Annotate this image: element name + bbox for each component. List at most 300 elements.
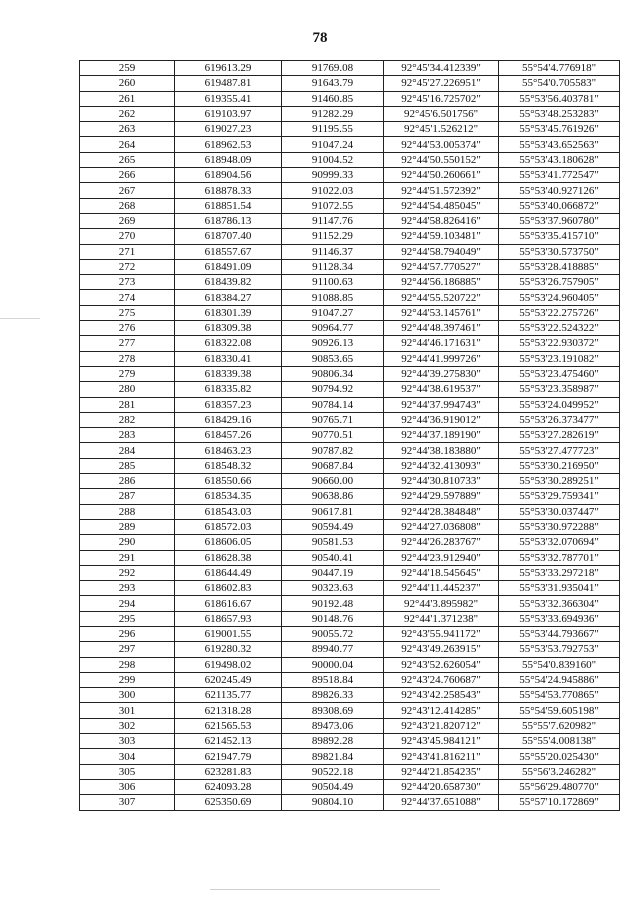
longitude-cell: 92°44'53.005374": [384, 137, 499, 152]
longitude-cell: 92°44'54.485045": [384, 198, 499, 213]
table-row: [80, 626, 620, 641]
y-coordinate-cell: 91047.24: [282, 137, 384, 152]
latitude-cell: 55°53'23.475460": [499, 366, 620, 381]
table-row: [80, 581, 620, 596]
y-coordinate-cell: 90787.82: [282, 443, 384, 458]
latitude-cell: 55°53'23.191082": [499, 351, 620, 366]
y-coordinate-cell: 90192.48: [282, 596, 384, 611]
y-coordinate-cell: 90323.63: [282, 581, 384, 596]
latitude-cell: 55°53'23.358987": [499, 382, 620, 397]
x-coordinate-cell: 618384.27: [175, 290, 282, 305]
point-number-cell: 296: [80, 626, 175, 641]
y-coordinate-cell: 91022.03: [282, 183, 384, 198]
latitude-cell: 55°54'0.705583": [499, 76, 620, 91]
y-coordinate-cell: 90794.92: [282, 382, 384, 397]
longitude-cell: 92°43'45.984121": [384, 734, 499, 749]
y-coordinate-cell: 89826.33: [282, 688, 384, 703]
x-coordinate-cell: 619280.32: [175, 642, 282, 657]
table-row: [80, 259, 620, 274]
point-number-cell: 282: [80, 412, 175, 427]
table-row: [80, 672, 620, 687]
table-row: [80, 657, 620, 672]
x-coordinate-cell: 618606.05: [175, 535, 282, 550]
longitude-cell: 92°44'50.260661": [384, 168, 499, 183]
latitude-cell: 55°53'37.960780": [499, 213, 620, 228]
x-coordinate-cell: 619613.29: [175, 61, 282, 76]
point-number-cell: 266: [80, 168, 175, 183]
longitude-cell: 92°44'29.597889": [384, 489, 499, 504]
latitude-cell: 55°54'0.839160": [499, 657, 620, 672]
y-coordinate-cell: 90999.33: [282, 168, 384, 183]
point-number-cell: 276: [80, 321, 175, 336]
point-number-cell: 305: [80, 764, 175, 779]
longitude-cell: 92°44'51.572392": [384, 183, 499, 198]
y-coordinate-cell: 90964.77: [282, 321, 384, 336]
table-row: [80, 795, 620, 810]
longitude-cell: 92°45'6.501756": [384, 106, 499, 121]
table-row: [80, 535, 620, 550]
longitude-cell: 92°44'38.619537": [384, 382, 499, 397]
y-coordinate-cell: 90660.00: [282, 474, 384, 489]
x-coordinate-cell: 618548.32: [175, 458, 282, 473]
point-number-cell: 299: [80, 672, 175, 687]
point-number-cell: 297: [80, 642, 175, 657]
latitude-cell: 55°53'44.793667": [499, 626, 620, 641]
point-number-cell: 267: [80, 183, 175, 198]
longitude-cell: 92°45'34.412339": [384, 61, 499, 76]
latitude-cell: 55°53'22.275726": [499, 305, 620, 320]
latitude-cell: 55°53'32.787701": [499, 550, 620, 565]
y-coordinate-cell: 91088.85: [282, 290, 384, 305]
x-coordinate-cell: 619487.81: [175, 76, 282, 91]
point-number-cell: 270: [80, 229, 175, 244]
latitude-cell: 55°56'29.480770": [499, 779, 620, 794]
scan-artifact-line: [210, 889, 440, 890]
table-row: [80, 734, 620, 749]
x-coordinate-cell: 621452.13: [175, 734, 282, 749]
longitude-cell: 92°44'23.912940": [384, 550, 499, 565]
latitude-cell: 55°54'59.605198": [499, 703, 620, 718]
longitude-cell: 92°44'36.919012": [384, 412, 499, 427]
latitude-cell: 55°53'22.930372": [499, 336, 620, 351]
y-coordinate-cell: 90447.19: [282, 565, 384, 580]
point-number-cell: 283: [80, 428, 175, 443]
y-coordinate-cell: 90853.65: [282, 351, 384, 366]
latitude-cell: 55°53'28.418885": [499, 259, 620, 274]
x-coordinate-cell: 620245.49: [175, 672, 282, 687]
table-row: [80, 61, 620, 76]
table-row: [80, 321, 620, 336]
longitude-cell: 92°44'50.550152": [384, 152, 499, 167]
y-coordinate-cell: 90687.84: [282, 458, 384, 473]
x-coordinate-cell: 618357.23: [175, 397, 282, 412]
longitude-cell: 92°44'28.384848": [384, 504, 499, 519]
table-row: [80, 137, 620, 152]
y-coordinate-cell: 89892.28: [282, 734, 384, 749]
longitude-cell: 92°43'49.263915": [384, 642, 499, 657]
table-row: [80, 519, 620, 534]
y-coordinate-cell: 91152.29: [282, 229, 384, 244]
y-coordinate-cell: 89821.84: [282, 749, 384, 764]
y-coordinate-cell: 89940.77: [282, 642, 384, 657]
latitude-cell: 55°53'40.066872": [499, 198, 620, 213]
longitude-cell: 92°44'56.186885": [384, 275, 499, 290]
x-coordinate-cell: 618707.40: [175, 229, 282, 244]
longitude-cell: 92°43'52.626054": [384, 657, 499, 672]
latitude-cell: 55°53'30.216950": [499, 458, 620, 473]
longitude-cell: 92°44'18.545645": [384, 565, 499, 580]
x-coordinate-cell: 618330.41: [175, 351, 282, 366]
longitude-cell: 92°44'26.283767": [384, 535, 499, 550]
y-coordinate-cell: 90804.10: [282, 795, 384, 810]
coordinates-table-container: [79, 60, 619, 811]
table-row: [80, 764, 620, 779]
table-row: [80, 611, 620, 626]
point-number-cell: 284: [80, 443, 175, 458]
table-row: [80, 122, 620, 137]
longitude-cell: 92°44'57.770527": [384, 259, 499, 274]
y-coordinate-cell: 89308.69: [282, 703, 384, 718]
y-coordinate-cell: 91460.85: [282, 91, 384, 106]
longitude-cell: 92°44'20.658730": [384, 779, 499, 794]
longitude-cell: 92°44'48.397461": [384, 321, 499, 336]
longitude-cell: 92°44'1.371238": [384, 611, 499, 626]
point-number-cell: 272: [80, 259, 175, 274]
y-coordinate-cell: 90581.53: [282, 535, 384, 550]
longitude-cell: 92°44'32.413093": [384, 458, 499, 473]
table-row: [80, 703, 620, 718]
y-coordinate-cell: 90594.49: [282, 519, 384, 534]
x-coordinate-cell: 621565.53: [175, 718, 282, 733]
x-coordinate-cell: 618439.82: [175, 275, 282, 290]
longitude-cell: 92°44'39.275830": [384, 366, 499, 381]
table-row: [80, 198, 620, 213]
scan-artifact-line: [0, 318, 40, 319]
longitude-cell: 92°44'59.103481": [384, 229, 499, 244]
y-coordinate-cell: 90765.71: [282, 412, 384, 427]
y-coordinate-cell: 90540.41: [282, 550, 384, 565]
x-coordinate-cell: 618543.03: [175, 504, 282, 519]
latitude-cell: 55°55'7.620982": [499, 718, 620, 733]
point-number-cell: 304: [80, 749, 175, 764]
point-number-cell: 265: [80, 152, 175, 167]
longitude-cell: 92°44'53.145761": [384, 305, 499, 320]
x-coordinate-cell: 618786.13: [175, 213, 282, 228]
x-coordinate-cell: 618322.08: [175, 336, 282, 351]
x-coordinate-cell: 621318.28: [175, 703, 282, 718]
table-row: [80, 183, 620, 198]
table-row: [80, 749, 620, 764]
longitude-cell: 92°44'46.171631": [384, 336, 499, 351]
table-row: [80, 152, 620, 167]
latitude-cell: 55°54'53.770865": [499, 688, 620, 703]
x-coordinate-cell: 618602.83: [175, 581, 282, 596]
x-coordinate-cell: 618309.38: [175, 321, 282, 336]
y-coordinate-cell: 90638.86: [282, 489, 384, 504]
x-coordinate-cell: 618962.53: [175, 137, 282, 152]
point-number-cell: 303: [80, 734, 175, 749]
x-coordinate-cell: 619355.41: [175, 91, 282, 106]
point-number-cell: 302: [80, 718, 175, 733]
point-number-cell: 288: [80, 504, 175, 519]
point-number-cell: 286: [80, 474, 175, 489]
point-number-cell: 268: [80, 198, 175, 213]
table-row: [80, 106, 620, 121]
point-number-cell: 278: [80, 351, 175, 366]
y-coordinate-cell: 91004.52: [282, 152, 384, 167]
y-coordinate-cell: 90770.51: [282, 428, 384, 443]
latitude-cell: 55°53'43.652563": [499, 137, 620, 152]
point-number-cell: 301: [80, 703, 175, 718]
longitude-cell: 92°44'37.651088": [384, 795, 499, 810]
table-row: [80, 366, 620, 381]
x-coordinate-cell: 618657.93: [175, 611, 282, 626]
point-number-cell: 260: [80, 76, 175, 91]
y-coordinate-cell: 89473.06: [282, 718, 384, 733]
point-number-cell: 285: [80, 458, 175, 473]
latitude-cell: 55°53'24.049952": [499, 397, 620, 412]
x-coordinate-cell: 618534.35: [175, 489, 282, 504]
longitude-cell: 92°43'55.941172": [384, 626, 499, 641]
latitude-cell: 55°53'32.070694": [499, 535, 620, 550]
longitude-cell: 92°44'58.826416": [384, 213, 499, 228]
page-number: 78: [312, 30, 328, 46]
longitude-cell: 92°44'11.445237": [384, 581, 499, 596]
point-number-cell: 280: [80, 382, 175, 397]
y-coordinate-cell: 91128.34: [282, 259, 384, 274]
table-row: [80, 458, 620, 473]
latitude-cell: 55°53'41.772547": [499, 168, 620, 183]
latitude-cell: 55°53'30.037447": [499, 504, 620, 519]
latitude-cell: 55°53'56.403781": [499, 91, 620, 106]
table-row: [80, 397, 620, 412]
longitude-cell: 92°44'30.810733": [384, 474, 499, 489]
y-coordinate-cell: 90148.76: [282, 611, 384, 626]
point-number-cell: 281: [80, 397, 175, 412]
latitude-cell: 55°53'29.759341": [499, 489, 620, 504]
point-number-cell: 293: [80, 581, 175, 596]
y-coordinate-cell: 91147.76: [282, 213, 384, 228]
y-coordinate-cell: 91195.55: [282, 122, 384, 137]
point-number-cell: 274: [80, 290, 175, 305]
point-number-cell: 263: [80, 122, 175, 137]
y-coordinate-cell: 91047.27: [282, 305, 384, 320]
table-row: [80, 596, 620, 611]
point-number-cell: 264: [80, 137, 175, 152]
point-number-cell: 259: [80, 61, 175, 76]
x-coordinate-cell: 618948.09: [175, 152, 282, 167]
point-number-cell: 294: [80, 596, 175, 611]
table-row: [80, 718, 620, 733]
latitude-cell: 55°53'48.253283": [499, 106, 620, 121]
x-coordinate-cell: 618335.82: [175, 382, 282, 397]
y-coordinate-cell: 90617.81: [282, 504, 384, 519]
table-row: [80, 244, 620, 259]
x-coordinate-cell: 618339.38: [175, 366, 282, 381]
coordinates-table: [79, 60, 620, 811]
y-coordinate-cell: 90055.72: [282, 626, 384, 641]
y-coordinate-cell: 90504.49: [282, 779, 384, 794]
longitude-cell: 92°44'37.189190": [384, 428, 499, 443]
longitude-cell: 92°43'12.414285": [384, 703, 499, 718]
coordinates-table-body: [80, 61, 620, 811]
point-number-cell: 295: [80, 611, 175, 626]
table-row: [80, 168, 620, 183]
point-number-cell: 262: [80, 106, 175, 121]
x-coordinate-cell: 618851.54: [175, 198, 282, 213]
point-number-cell: 275: [80, 305, 175, 320]
x-coordinate-cell: 618463.23: [175, 443, 282, 458]
point-number-cell: 290: [80, 535, 175, 550]
latitude-cell: 55°53'53.792753": [499, 642, 620, 657]
x-coordinate-cell: 618878.33: [175, 183, 282, 198]
longitude-cell: 92°44'58.794049": [384, 244, 499, 259]
longitude-cell: 92°44'41.999726": [384, 351, 499, 366]
x-coordinate-cell: 618457.26: [175, 428, 282, 443]
longitude-cell: 92°45'27.226951": [384, 76, 499, 91]
table-row: [80, 504, 620, 519]
x-coordinate-cell: 625350.69: [175, 795, 282, 810]
latitude-cell: 55°53'30.289251": [499, 474, 620, 489]
point-number-cell: 261: [80, 91, 175, 106]
table-row: [80, 443, 620, 458]
table-row: [80, 779, 620, 794]
y-coordinate-cell: 91769.08: [282, 61, 384, 76]
point-number-cell: 279: [80, 366, 175, 381]
latitude-cell: 55°55'4.008138": [499, 734, 620, 749]
point-number-cell: 292: [80, 565, 175, 580]
point-number-cell: 307: [80, 795, 175, 810]
longitude-cell: 92°44'21.854235": [384, 764, 499, 779]
y-coordinate-cell: 91282.29: [282, 106, 384, 121]
latitude-cell: 55°53'35.415710": [499, 229, 620, 244]
latitude-cell: 55°57'10.172869": [499, 795, 620, 810]
x-coordinate-cell: 618644.49: [175, 565, 282, 580]
table-row: [80, 550, 620, 565]
latitude-cell: 55°53'30.573750": [499, 244, 620, 259]
y-coordinate-cell: 90000.04: [282, 657, 384, 672]
table-row: [80, 489, 620, 504]
latitude-cell: 55°53'43.180628": [499, 152, 620, 167]
longitude-cell: 92°43'24.760687": [384, 672, 499, 687]
longitude-cell: 92°44'55.520722": [384, 290, 499, 305]
table-row: [80, 76, 620, 91]
latitude-cell: 55°53'30.972288": [499, 519, 620, 534]
table-row: [80, 305, 620, 320]
table-row: [80, 428, 620, 443]
point-number-cell: 287: [80, 489, 175, 504]
x-coordinate-cell: 618628.38: [175, 550, 282, 565]
table-row: [80, 412, 620, 427]
x-coordinate-cell: 619498.02: [175, 657, 282, 672]
y-coordinate-cell: 91146.37: [282, 244, 384, 259]
table-row: [80, 91, 620, 106]
latitude-cell: 55°53'26.373477": [499, 412, 620, 427]
x-coordinate-cell: 618491.09: [175, 259, 282, 274]
table-row: [80, 474, 620, 489]
latitude-cell: 55°53'31.935041": [499, 581, 620, 596]
x-coordinate-cell: 623281.83: [175, 764, 282, 779]
point-number-cell: 298: [80, 657, 175, 672]
longitude-cell: 92°45'16.725702": [384, 91, 499, 106]
y-coordinate-cell: 89518.84: [282, 672, 384, 687]
y-coordinate-cell: 90522.18: [282, 764, 384, 779]
longitude-cell: 92°45'1.526212": [384, 122, 499, 137]
latitude-cell: 55°54'4.776918": [499, 61, 620, 76]
latitude-cell: 55°53'40.927126": [499, 183, 620, 198]
y-coordinate-cell: 90806.34: [282, 366, 384, 381]
point-number-cell: 306: [80, 779, 175, 794]
latitude-cell: 55°53'32.366304": [499, 596, 620, 611]
x-coordinate-cell: 618904.56: [175, 168, 282, 183]
y-coordinate-cell: 91072.55: [282, 198, 384, 213]
latitude-cell: 55°53'45.761926": [499, 122, 620, 137]
x-coordinate-cell: 618572.03: [175, 519, 282, 534]
longitude-cell: 92°44'3.895982": [384, 596, 499, 611]
longitude-cell: 92°43'42.258543": [384, 688, 499, 703]
latitude-cell: 55°53'33.694936": [499, 611, 620, 626]
x-coordinate-cell: 621135.77: [175, 688, 282, 703]
longitude-cell: 92°43'41.816211": [384, 749, 499, 764]
table-row: [80, 336, 620, 351]
table-row: [80, 275, 620, 290]
x-coordinate-cell: 624093.28: [175, 779, 282, 794]
table-row: [80, 565, 620, 580]
latitude-cell: 55°55'20.025430": [499, 749, 620, 764]
x-coordinate-cell: 618616.67: [175, 596, 282, 611]
y-coordinate-cell: 90926.13: [282, 336, 384, 351]
latitude-cell: 55°53'27.477723": [499, 443, 620, 458]
latitude-cell: 55°53'24.960405": [499, 290, 620, 305]
point-number-cell: 289: [80, 519, 175, 534]
table-row: [80, 290, 620, 305]
latitude-cell: 55°54'24.945886": [499, 672, 620, 687]
point-number-cell: 277: [80, 336, 175, 351]
longitude-cell: 92°44'27.036808": [384, 519, 499, 534]
latitude-cell: 55°53'26.757905": [499, 275, 620, 290]
point-number-cell: 300: [80, 688, 175, 703]
y-coordinate-cell: 90784.14: [282, 397, 384, 412]
x-coordinate-cell: 618429.16: [175, 412, 282, 427]
table-row: [80, 688, 620, 703]
point-number-cell: 271: [80, 244, 175, 259]
point-number-cell: 269: [80, 213, 175, 228]
latitude-cell: 55°53'27.282619": [499, 428, 620, 443]
latitude-cell: 55°53'22.524322": [499, 321, 620, 336]
table-row: [80, 229, 620, 244]
x-coordinate-cell: 619027.23: [175, 122, 282, 137]
latitude-cell: 55°56'3.246282": [499, 764, 620, 779]
table-row: [80, 382, 620, 397]
x-coordinate-cell: 619001.55: [175, 626, 282, 641]
latitude-cell: 55°53'33.297218": [499, 565, 620, 580]
point-number-cell: 291: [80, 550, 175, 565]
y-coordinate-cell: 91100.63: [282, 275, 384, 290]
x-coordinate-cell: 618557.67: [175, 244, 282, 259]
x-coordinate-cell: 619103.97: [175, 106, 282, 121]
x-coordinate-cell: 621947.79: [175, 749, 282, 764]
longitude-cell: 92°44'37.994743": [384, 397, 499, 412]
x-coordinate-cell: 618550.66: [175, 474, 282, 489]
y-coordinate-cell: 91643.79: [282, 76, 384, 91]
longitude-cell: 92°44'38.183880": [384, 443, 499, 458]
table-row: [80, 642, 620, 657]
table-row: [80, 213, 620, 228]
x-coordinate-cell: 618301.39: [175, 305, 282, 320]
table-row: [80, 351, 620, 366]
longitude-cell: 92°43'21.820712": [384, 718, 499, 733]
point-number-cell: 273: [80, 275, 175, 290]
